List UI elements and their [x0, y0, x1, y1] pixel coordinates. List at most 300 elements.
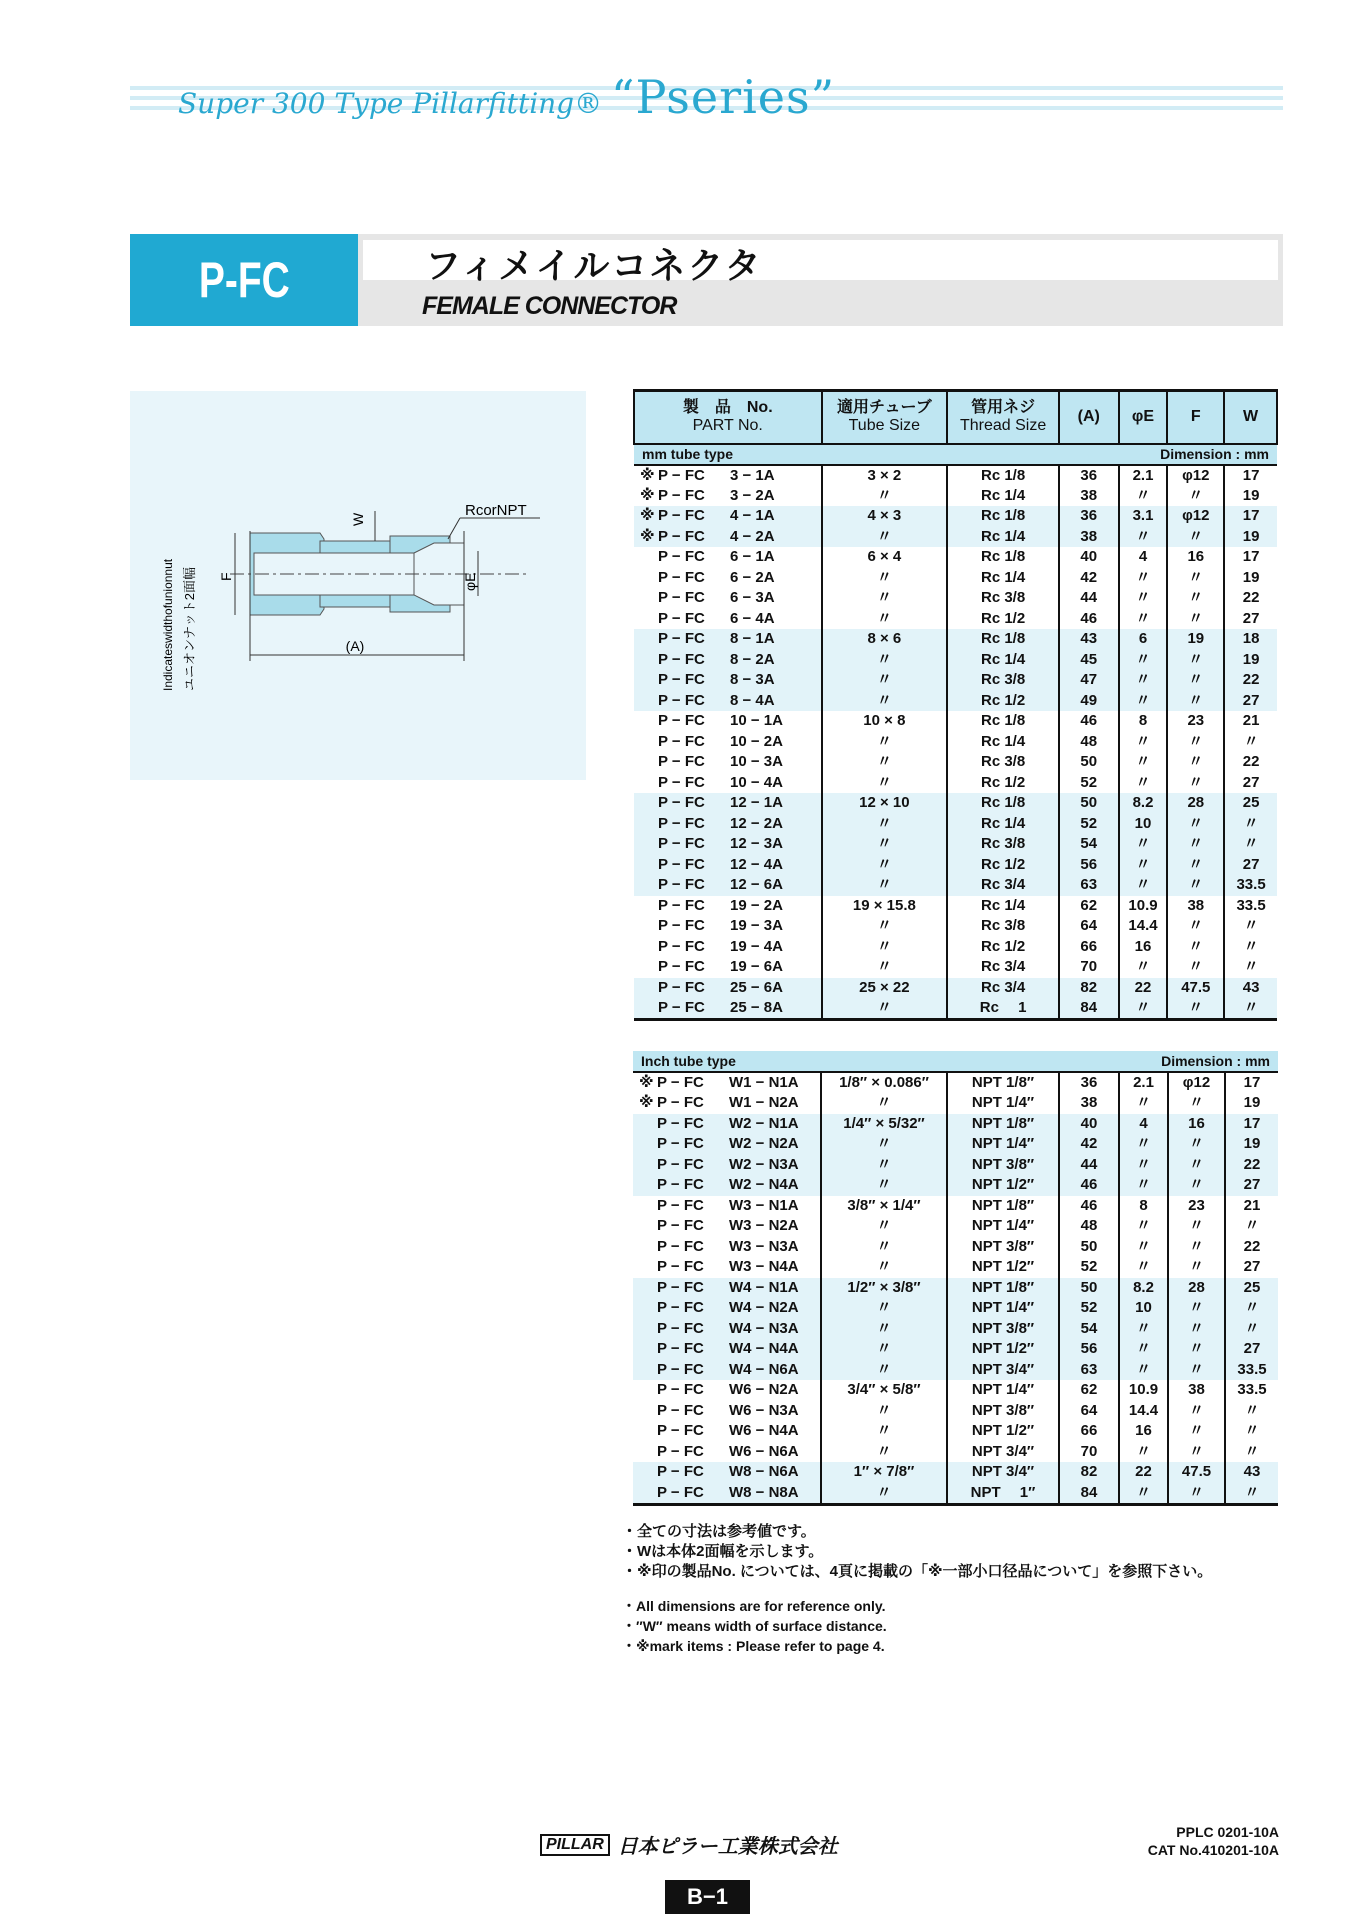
- note-mark: ※: [639, 1074, 654, 1091]
- cell: 〃: [1119, 834, 1168, 855]
- note-ja-label: ユニオンナット2面幅: [182, 567, 197, 691]
- part-no: [633, 1196, 821, 1217]
- part-series: P − FC: [658, 691, 705, 709]
- cell: 〃: [1119, 1093, 1168, 1114]
- cell: 〃: [822, 650, 948, 671]
- cell: NPT 1″: [947, 1483, 1059, 1505]
- cell: Rc 1/8: [947, 711, 1059, 732]
- cell: 〃: [1168, 1237, 1225, 1258]
- part-size: 10 − 4A: [730, 773, 783, 791]
- cell: 16: [1119, 1421, 1168, 1442]
- product-title-ja: フィメイルコネクタ: [425, 245, 763, 286]
- cell: 〃: [821, 1360, 947, 1381]
- part-series: P − FC: [658, 917, 705, 935]
- cell: 〃: [1119, 732, 1168, 753]
- cell: 62: [1059, 1380, 1119, 1401]
- part-no: [634, 937, 822, 958]
- cell: 64: [1059, 1401, 1119, 1422]
- cell: 〃: [1119, 855, 1168, 876]
- cell: 27: [1224, 855, 1277, 876]
- note-mark: ※: [640, 466, 655, 484]
- cell: 25: [1225, 1278, 1278, 1299]
- part-no: [633, 1216, 821, 1237]
- table-row: [634, 773, 1277, 794]
- part-size: W2 − N2A: [729, 1135, 799, 1153]
- table-row: [633, 1114, 1278, 1135]
- cell: 〃: [1224, 916, 1277, 937]
- cell: 〃: [822, 732, 948, 753]
- note-mark: ※: [640, 527, 655, 545]
- cell: 28: [1167, 793, 1224, 814]
- table-row: [634, 896, 1277, 917]
- cell: 3/4″ × 5/8″: [821, 1380, 947, 1401]
- part-series: P − FC: [658, 568, 705, 586]
- cell: 〃: [821, 1257, 947, 1278]
- cell: 〃: [1119, 1360, 1168, 1381]
- product-title-en: FEMALE CONNECTOR: [422, 292, 677, 320]
- cell: 46: [1059, 1196, 1119, 1217]
- part-no: [634, 814, 822, 835]
- cell: 40: [1059, 1114, 1119, 1135]
- cell: 12 × 10: [822, 793, 948, 814]
- cell: 〃: [822, 875, 948, 896]
- part-no: [634, 732, 822, 753]
- cell: Rc 1/4: [947, 568, 1059, 589]
- part-series: P − FC: [658, 937, 705, 955]
- part-size: 3 − 1A: [730, 466, 775, 484]
- cell: 22: [1224, 752, 1277, 773]
- part-series: P − FC: [658, 548, 705, 566]
- notes: [622, 1522, 1342, 1656]
- part-series: P − FC: [657, 1135, 704, 1153]
- cell: 70: [1059, 957, 1119, 978]
- cell: Rc 1/4: [947, 732, 1059, 753]
- part-size: 10 − 1A: [730, 712, 783, 730]
- table-row: [634, 629, 1277, 650]
- cell: Rc 1/4: [947, 486, 1059, 507]
- section-header: [634, 444, 1277, 465]
- part-series: P − FC: [658, 486, 705, 504]
- company-logo: [540, 1830, 838, 1859]
- cell: 38: [1059, 527, 1119, 548]
- cell: NPT 1/8″: [947, 1278, 1059, 1299]
- cell: 〃: [822, 568, 948, 589]
- cell: 25: [1224, 793, 1277, 814]
- catalog-codes: [1148, 1823, 1279, 1859]
- note-mark: ※: [640, 486, 655, 504]
- cell: 〃: [822, 834, 948, 855]
- part-size: 8 − 1A: [730, 630, 775, 648]
- cell: 23: [1168, 1196, 1225, 1217]
- cell: Rc 3/4: [947, 875, 1059, 896]
- cell: 〃: [821, 1339, 947, 1360]
- cell: NPT 1/2″: [947, 1339, 1059, 1360]
- part-no: [633, 1380, 821, 1401]
- cell: 〃: [822, 916, 948, 937]
- cell: NPT 3/4″: [947, 1462, 1059, 1483]
- cell: NPT 1/4″: [947, 1093, 1059, 1114]
- cell: 〃: [1167, 814, 1224, 835]
- part-size: 12 − 2A: [730, 814, 783, 832]
- brand-title: [178, 70, 835, 124]
- notes-en: [622, 1596, 1342, 1656]
- cell: NPT 1/4″: [947, 1134, 1059, 1155]
- part-size: 19 − 6A: [730, 958, 783, 976]
- series-name: “Pseries”: [611, 70, 836, 124]
- part-no: [634, 978, 822, 999]
- cell: 〃: [1119, 1216, 1168, 1237]
- cell: 〃: [822, 773, 948, 794]
- cell: 〃: [822, 752, 948, 773]
- part-series: P − FC: [658, 814, 705, 832]
- part-size: W6 − N6A: [729, 1442, 799, 1460]
- part-size: W1 − N2A: [729, 1094, 799, 1112]
- cell: 〃: [1167, 957, 1224, 978]
- cell: 〃: [1119, 650, 1168, 671]
- part-no: [634, 629, 822, 650]
- cell: 82: [1059, 978, 1119, 999]
- part-no: [634, 486, 822, 507]
- table-row: [633, 1339, 1278, 1360]
- part-size: W2 − N3A: [729, 1155, 799, 1173]
- catalog-code: PPLC 0201-10A: [1176, 1824, 1279, 1840]
- cell: 21: [1225, 1196, 1278, 1217]
- part-series: P − FC: [658, 527, 705, 545]
- part-series: P − FC: [657, 1422, 704, 1440]
- cell: 〃: [1168, 1442, 1225, 1463]
- part-size: W4 − N3A: [729, 1319, 799, 1337]
- cell: Rc 1/8: [947, 506, 1059, 527]
- note: ・All dimensions are for reference only.: [622, 1598, 886, 1614]
- page-number: B−1: [665, 1880, 750, 1914]
- cell: Rc 1/4: [947, 650, 1059, 671]
- part-size: W4 − N6A: [729, 1360, 799, 1378]
- part-size: 25 − 6A: [730, 978, 783, 996]
- cell: 〃: [1225, 1298, 1278, 1319]
- cell: 52: [1059, 1298, 1119, 1319]
- cell: 〃: [1167, 650, 1224, 671]
- cell: 〃: [821, 1319, 947, 1340]
- cell: 〃: [821, 1093, 947, 1114]
- cell: 〃: [822, 814, 948, 835]
- part-size: 12 − 3A: [730, 835, 783, 853]
- part-size: 12 − 1A: [730, 794, 783, 812]
- cell: NPT 1/8″: [947, 1114, 1059, 1135]
- cell: 27: [1225, 1339, 1278, 1360]
- cell: 28: [1168, 1278, 1225, 1299]
- table-header: [634, 391, 1277, 444]
- part-series: P − FC: [658, 650, 705, 668]
- col-e: φE: [1119, 391, 1168, 444]
- cell: 〃: [1168, 1401, 1225, 1422]
- table-row: [634, 732, 1277, 753]
- cell: 16: [1119, 937, 1168, 958]
- unit-label: Dimension : mm: [1160, 446, 1269, 462]
- cell: 44: [1059, 588, 1119, 609]
- part-size: W2 − N1A: [729, 1114, 799, 1132]
- cell: 〃: [821, 1421, 947, 1442]
- part-series: P − FC: [658, 630, 705, 648]
- note: ・※印の製品No. については、4頁に掲載の「※一部小口径品について」を参照下さい。: [622, 1563, 1213, 1580]
- cell: 54: [1059, 834, 1119, 855]
- cell: 46: [1059, 711, 1119, 732]
- cell: 66: [1059, 937, 1119, 958]
- part-size: W1 − N1A: [729, 1074, 799, 1091]
- note-en-label: Indicateswidthofunionnut: [161, 558, 175, 691]
- table-row: [633, 1483, 1278, 1505]
- cell: 62: [1059, 896, 1119, 917]
- part-series: P − FC: [657, 1319, 704, 1337]
- cell: 43: [1225, 1462, 1278, 1483]
- cell: 〃: [1119, 752, 1168, 773]
- cell: NPT 1/4″: [947, 1298, 1059, 1319]
- cell: NPT 3/4″: [947, 1442, 1059, 1463]
- table-row: [633, 1257, 1278, 1278]
- cell: 6: [1119, 629, 1168, 650]
- part-series: P − FC: [658, 835, 705, 853]
- part-no: [633, 1237, 821, 1258]
- part-no: [634, 568, 822, 589]
- cell: 50: [1059, 752, 1119, 773]
- cell: 〃: [1168, 1175, 1225, 1196]
- table-row: [634, 916, 1277, 937]
- cell: NPT 1/2″: [947, 1421, 1059, 1442]
- cell: 〃: [1119, 1483, 1168, 1505]
- cell: φ12: [1168, 1072, 1225, 1093]
- cell: 〃: [1119, 1155, 1168, 1176]
- cell: 63: [1059, 875, 1119, 896]
- table-row: [634, 998, 1277, 1020]
- thread-label: RcorNPT: [465, 502, 527, 519]
- cell: 56: [1059, 855, 1119, 876]
- part-series: P − FC: [657, 1237, 704, 1255]
- cell: 3 × 2: [822, 465, 948, 486]
- part-size: W6 − N3A: [729, 1401, 799, 1419]
- cell: 〃: [822, 588, 948, 609]
- part-size: 3 − 2A: [730, 486, 775, 504]
- part-series: P − FC: [658, 507, 705, 525]
- table-row: [633, 1360, 1278, 1381]
- table-row: [633, 1072, 1278, 1093]
- cell: 〃: [821, 1442, 947, 1463]
- part-series: P − FC: [658, 732, 705, 750]
- part-series: P − FC: [658, 855, 705, 873]
- cell: 36: [1059, 506, 1119, 527]
- part-no: [633, 1257, 821, 1278]
- cell: 〃: [822, 937, 948, 958]
- cell: 〃: [1119, 527, 1168, 548]
- cell: 〃: [822, 670, 948, 691]
- cell: 〃: [822, 855, 948, 876]
- part-no: [633, 1298, 821, 1319]
- cell: 2.1: [1119, 1072, 1168, 1093]
- cell: 4 × 3: [822, 506, 948, 527]
- cell: 3.1: [1119, 506, 1168, 527]
- cell: 〃: [1119, 1442, 1168, 1463]
- cell: 25 × 22: [822, 978, 948, 999]
- part-size: 12 − 4A: [730, 855, 783, 873]
- section-label: Inch tube type: [641, 1053, 736, 1069]
- part-series: P − FC: [657, 1483, 704, 1501]
- product-code: [130, 234, 358, 326]
- unit-label: Dimension : mm: [1161, 1053, 1270, 1069]
- part-no: [634, 506, 822, 527]
- cell: φ12: [1167, 506, 1224, 527]
- part-no: [634, 588, 822, 609]
- cell: Rc 1/4: [947, 896, 1059, 917]
- cell: 10: [1119, 1298, 1168, 1319]
- logo-mark: PILLAR: [540, 1834, 610, 1856]
- dimension-w-label: W: [350, 512, 366, 526]
- cell: 〃: [1119, 568, 1168, 589]
- cell: 17: [1224, 547, 1277, 568]
- part-size: W3 − N4A: [729, 1258, 799, 1276]
- part-series: P − FC: [658, 589, 705, 607]
- cell: φ12: [1167, 465, 1224, 486]
- cell: NPT 1/4″: [947, 1216, 1059, 1237]
- cell: 〃: [1119, 691, 1168, 712]
- part-no: [633, 1339, 821, 1360]
- cell: 22: [1225, 1155, 1278, 1176]
- cell: Rc 3/4: [947, 978, 1059, 999]
- part-size: 19 − 3A: [730, 917, 783, 935]
- part-no: [633, 1442, 821, 1463]
- part-series: P − FC: [657, 1360, 704, 1378]
- cell: 〃: [1119, 670, 1168, 691]
- cell: 〃: [1225, 1216, 1278, 1237]
- cell: 38: [1059, 1093, 1119, 1114]
- cell: 〃: [1225, 1401, 1278, 1422]
- cell: 38: [1168, 1380, 1225, 1401]
- part-no: [633, 1175, 821, 1196]
- table-row: [634, 670, 1277, 691]
- cell: 54: [1059, 1319, 1119, 1340]
- cell: 50: [1059, 793, 1119, 814]
- part-no: [634, 957, 822, 978]
- cell: 〃: [1119, 486, 1168, 507]
- cell: 3/8″ × 1/4″: [821, 1196, 947, 1217]
- cell: 22: [1119, 978, 1168, 999]
- cell: 50: [1059, 1237, 1119, 1258]
- cell: 〃: [1119, 1175, 1168, 1196]
- cell: 〃: [1168, 1483, 1225, 1505]
- cell: 〃: [1167, 527, 1224, 548]
- cell: 49: [1059, 691, 1119, 712]
- part-series: P − FC: [657, 1176, 704, 1194]
- part-size: 6 − 2A: [730, 568, 775, 586]
- cell: 〃: [822, 998, 948, 1020]
- part-no: [634, 609, 822, 630]
- cell: 10: [1119, 814, 1168, 835]
- cell: Rc 1/2: [947, 773, 1059, 794]
- cell: 〃: [822, 527, 948, 548]
- cell: 〃: [1167, 998, 1224, 1020]
- cell: 21: [1224, 711, 1277, 732]
- cell: 〃: [1224, 834, 1277, 855]
- col-tube-size: 適用チューブ Tube Size: [822, 391, 948, 444]
- cell: NPT 3/8″: [947, 1155, 1059, 1176]
- cell: 〃: [1225, 1319, 1278, 1340]
- part-no: [633, 1134, 821, 1155]
- cell: Rc 1/2: [947, 937, 1059, 958]
- cell: 〃: [1119, 1339, 1168, 1360]
- table-row: [634, 752, 1277, 773]
- table-row: [633, 1134, 1278, 1155]
- cell: 1″ × 7/8″: [821, 1462, 947, 1483]
- cell: 〃: [821, 1175, 947, 1196]
- cell: 43: [1059, 629, 1119, 650]
- cell: 44: [1059, 1155, 1119, 1176]
- cell: 〃: [1225, 1483, 1278, 1505]
- cell: Rc 1/4: [947, 814, 1059, 835]
- cell: 〃: [1119, 609, 1168, 630]
- dimension-f-label: F: [218, 572, 234, 581]
- part-no: [634, 896, 822, 917]
- part-size: W4 − N1A: [729, 1278, 799, 1296]
- table-row: [634, 506, 1277, 527]
- table-row: [634, 527, 1277, 548]
- table-row: [634, 547, 1277, 568]
- cell: 〃: [821, 1155, 947, 1176]
- cell: 46: [1059, 1175, 1119, 1196]
- cell: 19: [1224, 486, 1277, 507]
- part-size: 8 − 2A: [730, 650, 775, 668]
- part-series: P − FC: [657, 1258, 704, 1276]
- part-size: 6 − 1A: [730, 548, 775, 566]
- cell: 56: [1059, 1339, 1119, 1360]
- cell: 1/8″ × 0.086″: [821, 1072, 947, 1093]
- cell: 〃: [1224, 814, 1277, 835]
- table-row: [633, 1237, 1278, 1258]
- part-series: P − FC: [658, 466, 705, 484]
- table-row: [633, 1401, 1278, 1422]
- cell: 19 × 15.8: [822, 896, 948, 917]
- part-no: [633, 1319, 821, 1340]
- cell: NPT 1/8″: [947, 1196, 1059, 1217]
- cell: 〃: [822, 691, 948, 712]
- part-series: P − FC: [658, 753, 705, 771]
- part-no: [633, 1093, 821, 1114]
- cell: Rc 1/4: [947, 527, 1059, 548]
- col-thread-size: 管用ネジ Thread Size: [947, 391, 1059, 444]
- cell: 6 × 4: [822, 547, 948, 568]
- part-size: 4 − 2A: [730, 527, 775, 545]
- company-name: 日本ピラー工業株式会社: [617, 1836, 838, 1858]
- table-row: [633, 1175, 1278, 1196]
- cell: 33.5: [1224, 875, 1277, 896]
- cell: 40: [1059, 547, 1119, 568]
- cell: NPT 1/8″: [947, 1072, 1059, 1093]
- part-no: [634, 916, 822, 937]
- cell: 〃: [1167, 670, 1224, 691]
- table-row: [634, 486, 1277, 507]
- cell: 1/2″ × 3/8″: [821, 1278, 947, 1299]
- table-row: [633, 1278, 1278, 1299]
- part-size: W4 − N2A: [729, 1299, 799, 1317]
- part-size: 6 − 3A: [730, 589, 775, 607]
- section-header: [633, 1051, 1278, 1072]
- part-series: P − FC: [657, 1074, 704, 1091]
- cell: 27: [1224, 773, 1277, 794]
- col-a: (A): [1059, 391, 1119, 444]
- cell: 33.5: [1224, 896, 1277, 917]
- cell: NPT 3/8″: [947, 1319, 1059, 1340]
- part-size: 25 − 8A: [730, 999, 783, 1016]
- table-row: [633, 1421, 1278, 1442]
- cell: 36: [1059, 1072, 1119, 1093]
- table-row: [634, 568, 1277, 589]
- table-row: [634, 855, 1277, 876]
